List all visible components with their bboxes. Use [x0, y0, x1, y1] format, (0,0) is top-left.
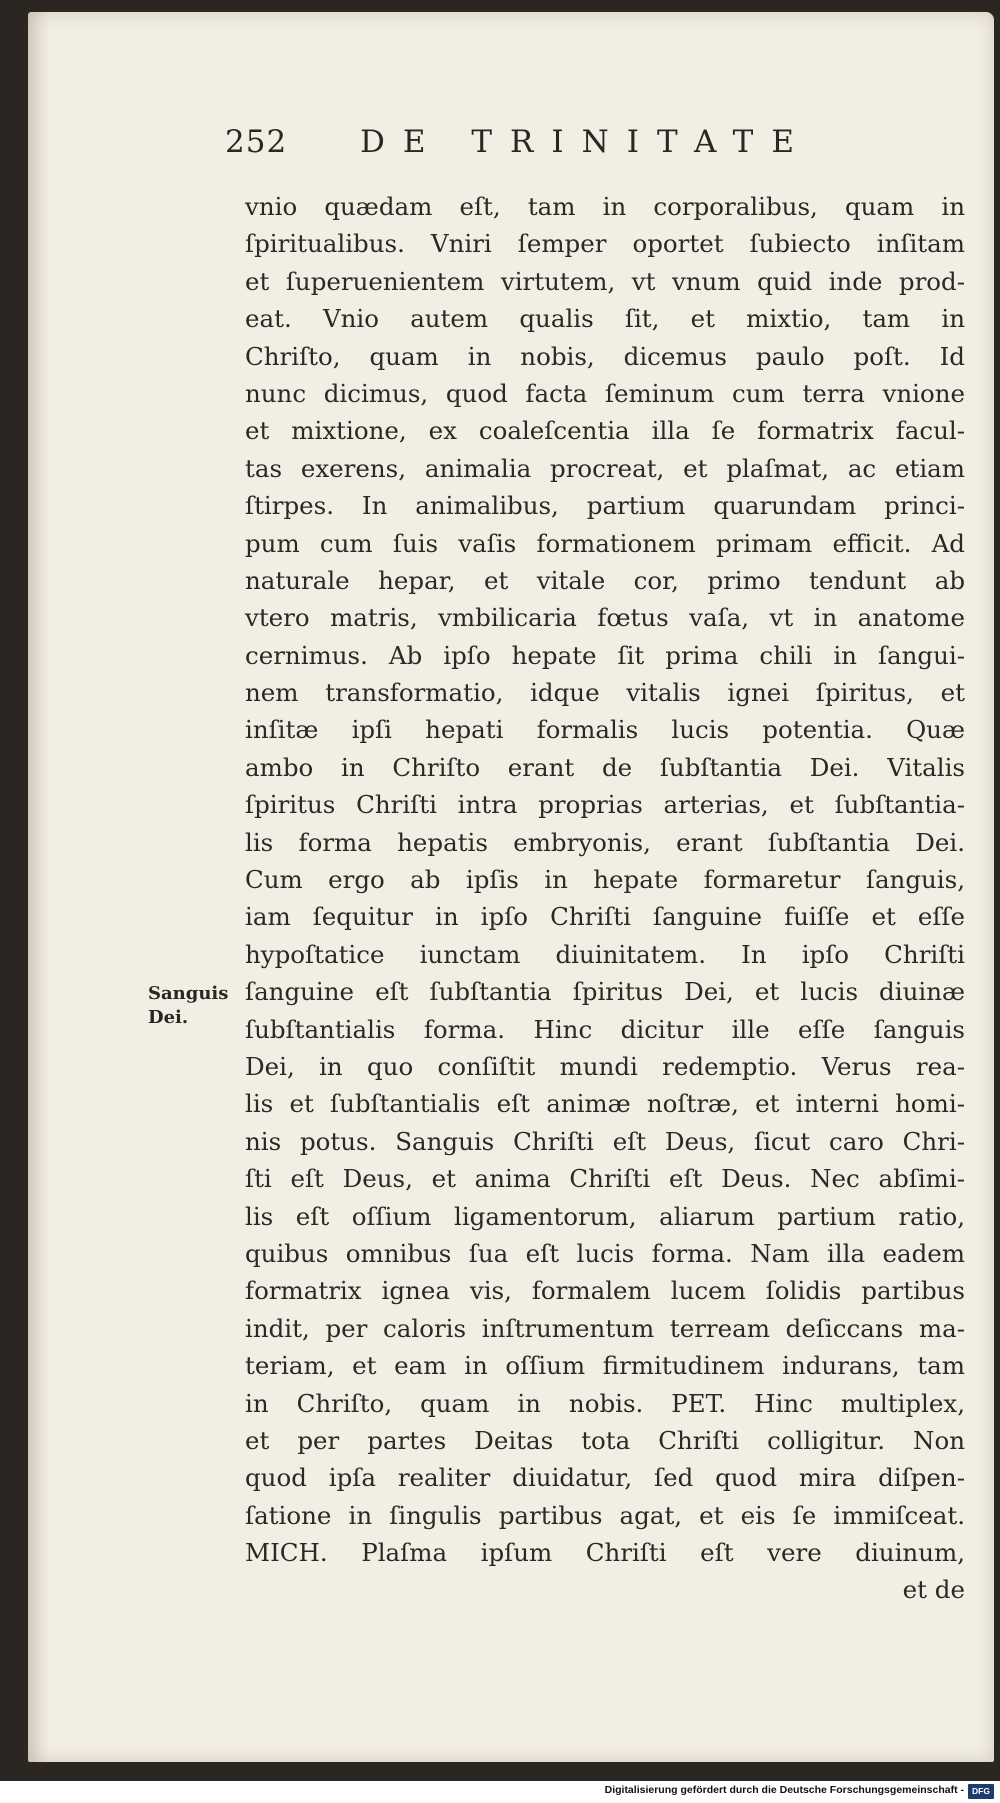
text-line: ſubſtantialis forma. Hinc dicitur ille eſſe ſanguis	[245, 1014, 965, 1044]
text-line: MICH. Plaſma ipſum Chriſti eſt vere diuinum,	[245, 1538, 965, 1568]
text-line: Cum ergo ab ipſis in hepate formaretur ſanguis,	[245, 865, 965, 895]
text-line: Dei, in quo conſiſtit mundi redemptio. Verus rea-	[245, 1051, 965, 1081]
text-line: ambo in Chriſto erant de ſubſtantia Dei. Vitalis	[245, 752, 965, 782]
page-header	[28, 124, 994, 164]
text-line: eat. Vnio autem qualis ſit, et mixtio, tam in	[245, 304, 965, 334]
text-line: indit, per caloris inſtrumentum terream deſiccans ma-	[245, 1313, 965, 1343]
margin-note	[148, 982, 228, 1030]
text-line: et mixtione, ex coaleſcentia illa ſe formatrix facul-	[245, 416, 965, 446]
text-line: iam ſequitur in ipſo Chriſti ſanguine fuiſſe et eſſe	[245, 902, 965, 932]
body-text	[245, 188, 965, 1609]
text-line: vnio quædam eſt, tam in corporalibus, quam in	[245, 192, 965, 221]
text-line: nem transformatio, idque vitalis ignei ſpiritus, et	[245, 678, 965, 708]
text-line: nunc dicimus, quod facta ſeminum cum terra vnione	[245, 378, 965, 408]
text-line: et ſuperuenientem virtutem, vt vnum quid inde prod-	[245, 266, 965, 296]
text-line: in Chriſto, quam in nobis. PET. Hinc multiplex,	[245, 1388, 965, 1418]
text-line: lis eſt oſſium ligamentorum, aliarum partium ratio,	[245, 1201, 965, 1231]
text-line: lis et ſubſtantialis eſt animæ noſtræ, et interni homi-	[245, 1089, 965, 1119]
text-line: cernimus. Ab ipſo hepate ſit prima chili in ſangui-	[245, 640, 965, 670]
text-line: ſti eſt Deus, et anima Chriſti eſt Deus. Nec abſimi-	[245, 1164, 965, 1194]
text-line: et per partes Deitas tota Chriſti colligitur. Non	[245, 1425, 965, 1455]
text-line: ſanguine eſt ſubſtantia ſpiritus Dei, et lucis diuinæ	[245, 977, 965, 1007]
text-line: ſatione in ſingulis partibus agat, et eis ſe immiſceat.	[245, 1500, 965, 1530]
text-line: hypoſtatice iunctam diuinitatem. In ipſo Chriſti	[245, 939, 965, 969]
dfg-logo: DFG	[968, 1784, 994, 1799]
text-line: lis forma hepatis embryonis, erant ſubſtantia Dei.	[245, 827, 965, 857]
text-line: formatrix ignea vis, formalem lucem ſolidis partibus	[245, 1276, 965, 1306]
running-head: DE TRINITATE	[360, 124, 812, 160]
text-line: quod ipſa realiter diuidatur, ſed quod mira diſpen-	[245, 1463, 965, 1493]
page-number: 252	[225, 124, 288, 160]
text-line: nis potus. Sanguis Chriſti eſt Deus, ſicut caro Chri-	[245, 1126, 965, 1156]
text-line: quibus omnibus ſua eſt lucis forma. Nam illa eadem	[245, 1238, 965, 1268]
text-line: ſpiritus Chriſti intra proprias arterias, et ſubſtantia-	[245, 790, 965, 820]
text-line: teriam, et eam in oſſium firmitudinem indurans, tam	[245, 1351, 965, 1381]
book-page	[28, 12, 994, 1762]
text-line: Chriſto, quam in nobis, dicemus paulo poſt. Id	[245, 341, 965, 371]
text-line: inſitæ ipſi hepati formalis lucis potentia. Quæ	[245, 715, 965, 745]
catchword: et de	[902, 1575, 965, 1605]
margin-note-line: Sanguis	[148, 983, 229, 1004]
text-line: vtero matris, vmbilicaria fœtus vaſa, vt in anatome	[245, 603, 965, 633]
text-line: tas exerens, animalia procreat, et plaſmat, ac etiam	[245, 453, 965, 483]
digitization-footer	[0, 1781, 1000, 1803]
text-line: pum cum ſuis vaſis formationem primam efficit. Ad	[245, 528, 965, 558]
text-line: naturale hepar, et vitale cor, primo tendunt ab	[245, 565, 965, 595]
text-line: ſtirpes. In animalibus, partium quarundam princi-	[245, 491, 965, 521]
text-line: ſpiritualibus. Vniri ſemper oportet ſubiecto inſitam	[245, 229, 965, 259]
margin-note-line: Dei.	[148, 1007, 189, 1028]
funding-credit: Digitalisierung gefördert durch die Deutsche Forschungsgemeinschaft -	[604, 1784, 964, 1796]
